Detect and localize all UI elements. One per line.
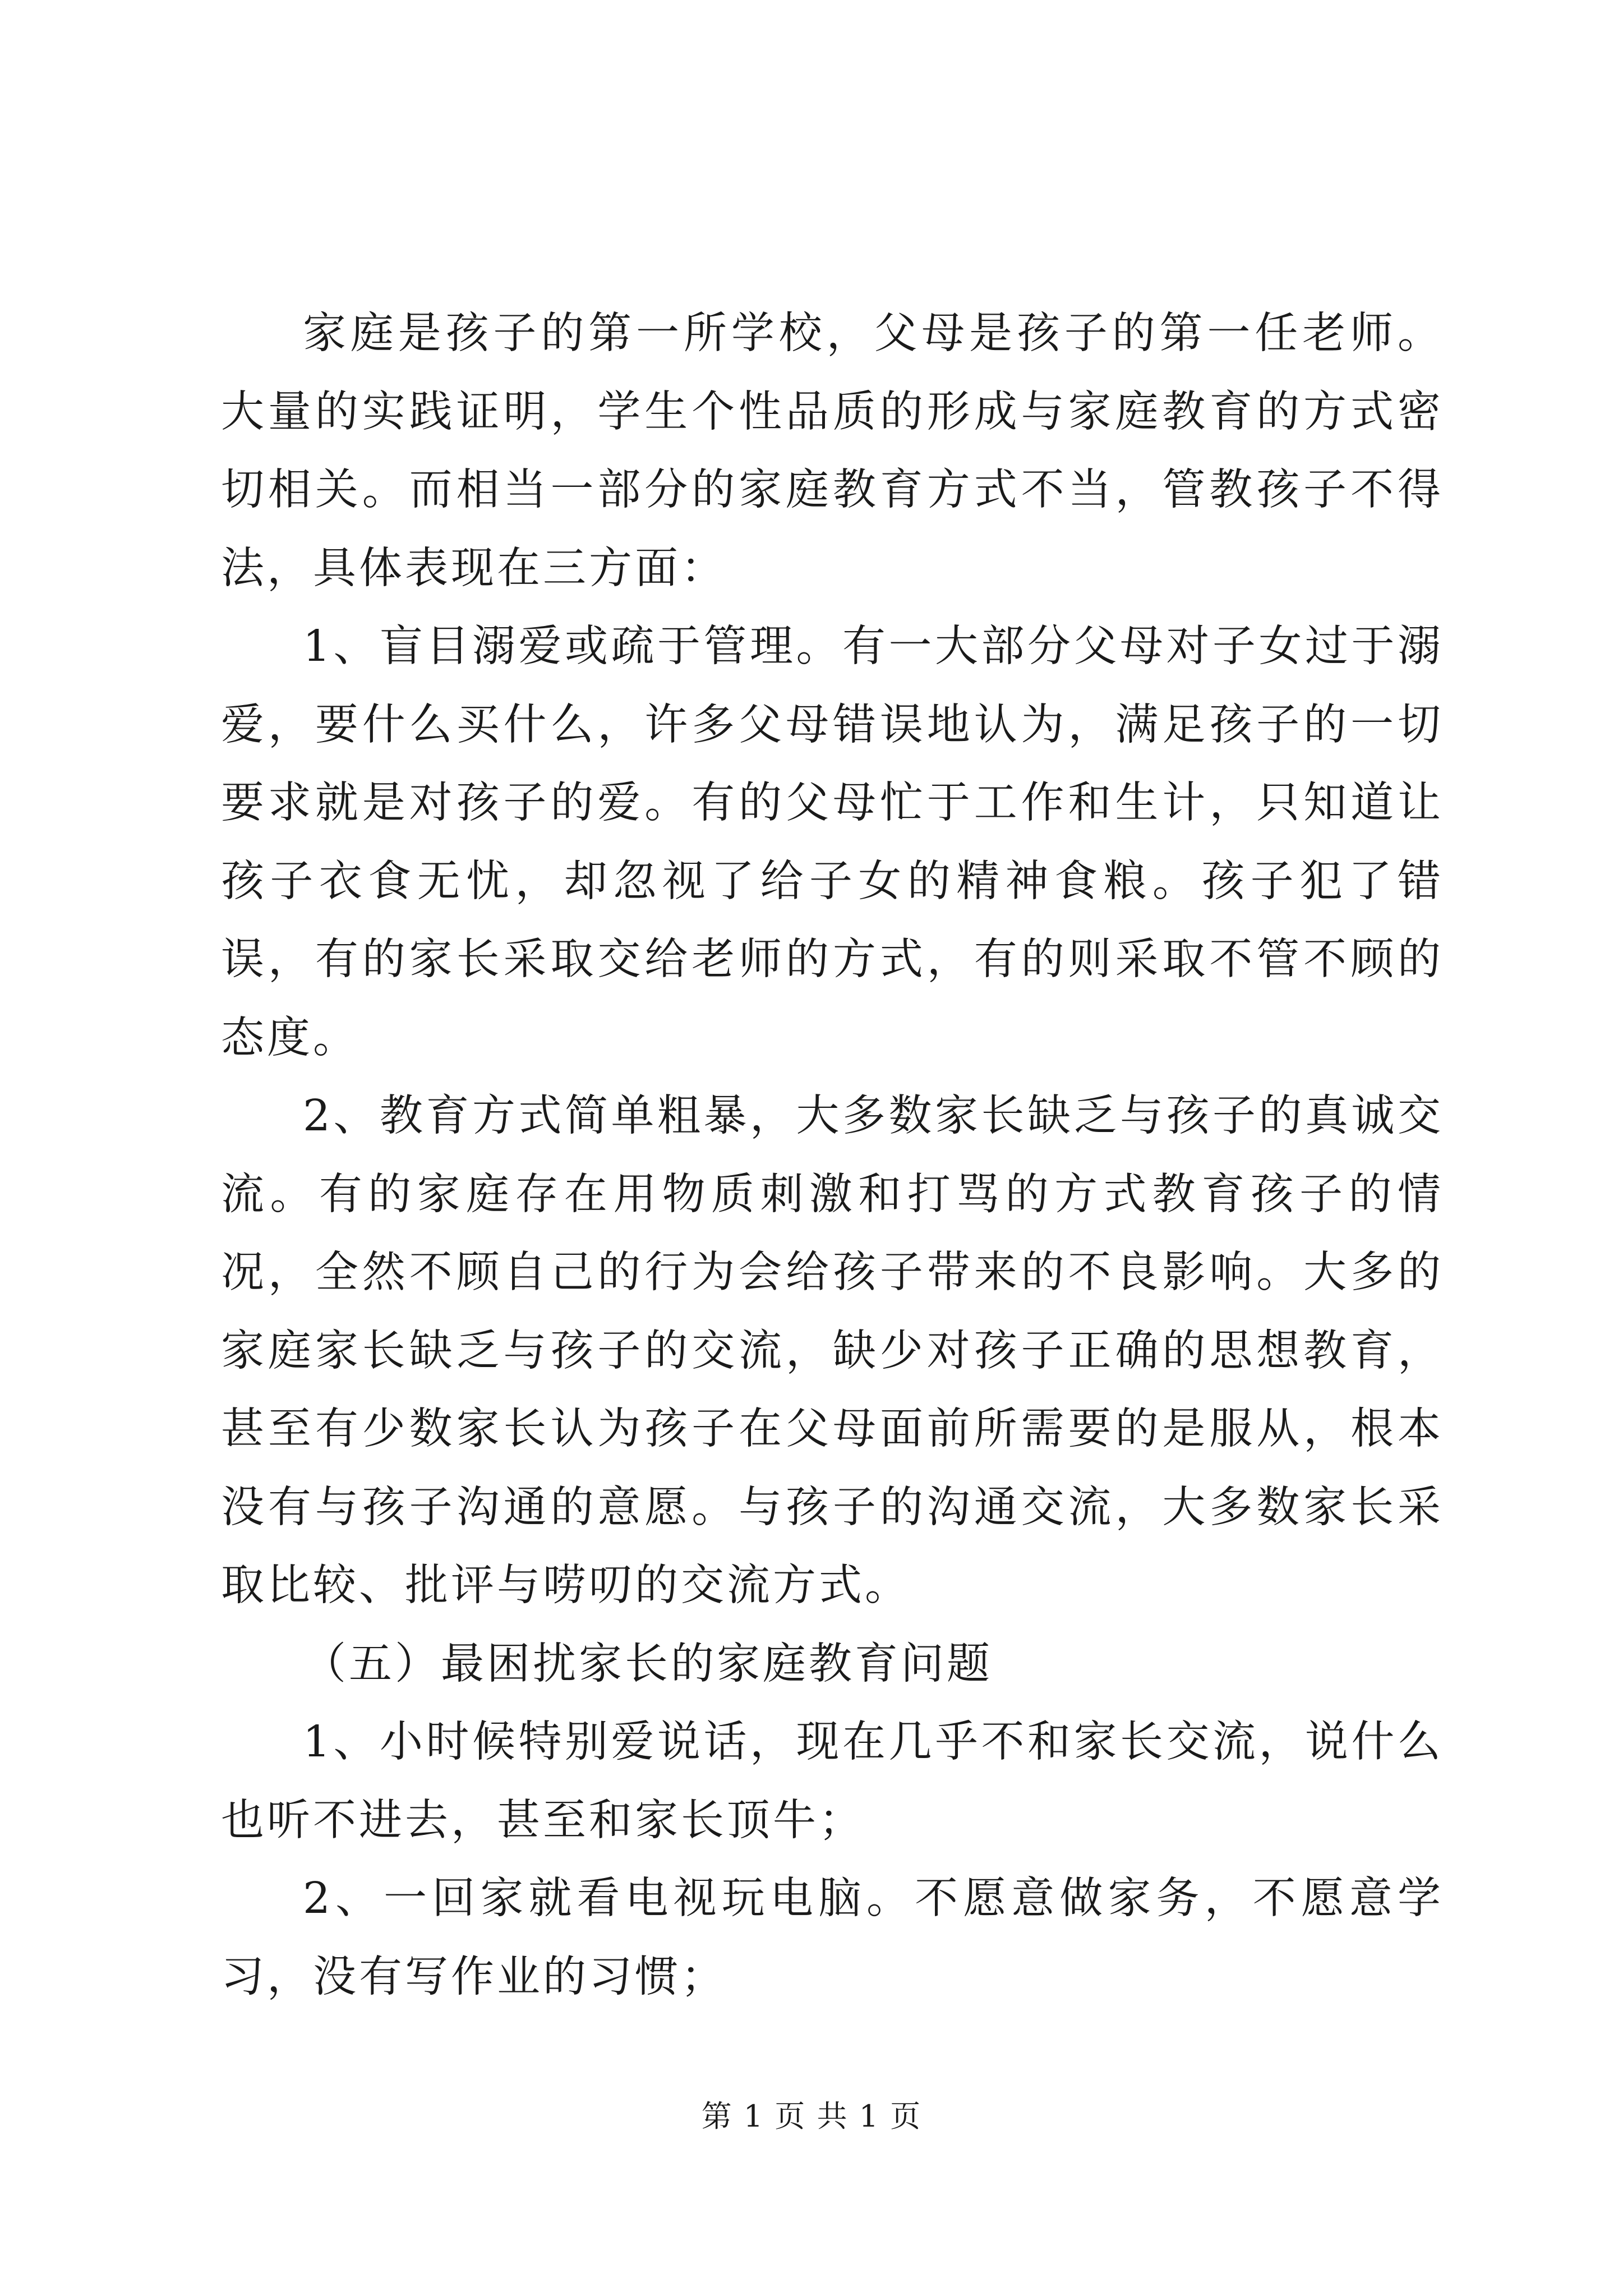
problem-2-paragraph: 2、一回家就看电视玩电脑。不愿意做家务，不愿意学习，没有写作业的习惯； bbox=[221, 1874, 1444, 2002]
point-1-paragraph: 1、盲目溺爱或疏于管理。有一大部分父母对子女过于溺爱，要什么买什么，许多父母错误地认为，满足孩子的一切要求就是对孩子的爱。有的父母忙于工作和生计，只知道让孩子衣食无忧，却忽视了给子女的精神食粮。孩子犯了错误，有的家长采取交给老师的方式，有的则采取不管不顾的态度。 bbox=[221, 622, 1444, 1063]
intro-paragraph: 家庭是孩子的第一所学校，父母是孩子的第一任老师。大量的实践证明，学生个性品质的形成与家庭教育的方式密切相关。而相当一部分的家庭教育方式不当，管教孩子不得法，具体表现在三方面： bbox=[221, 309, 1444, 593]
page-footer: 第 1 页 共 1 页 bbox=[701, 2099, 922, 2134]
section-heading: （五）最困扰家长的家庭教育问题 bbox=[303, 1639, 993, 1689]
document-body bbox=[221, 295, 1444, 2016]
point-2-paragraph: 2、教育方式简单粗暴，大多数家长缺乏与孩子的真诚交流。有的家庭存在用物质刺激和打骂的方式教育孩子的情况，全然不顾自己的行为会给孩子带来的不良影响。大多的家庭家长缺乏与孩子的交流，缺少对孩子正确的思想教育，甚至有少数家长认为孩子在父母面前所需要的是服从，根本没有与孩子沟通的意愿。与孩子的沟通交流，大多数家长采取比较、批评与唠叨的交流方式。 bbox=[221, 1091, 1444, 1611]
problem-1-paragraph: 1、小时候特别爱说话，现在几乎不和家长交流，说什么也听不进去，甚至和家长顶牛； bbox=[221, 1717, 1444, 1846]
